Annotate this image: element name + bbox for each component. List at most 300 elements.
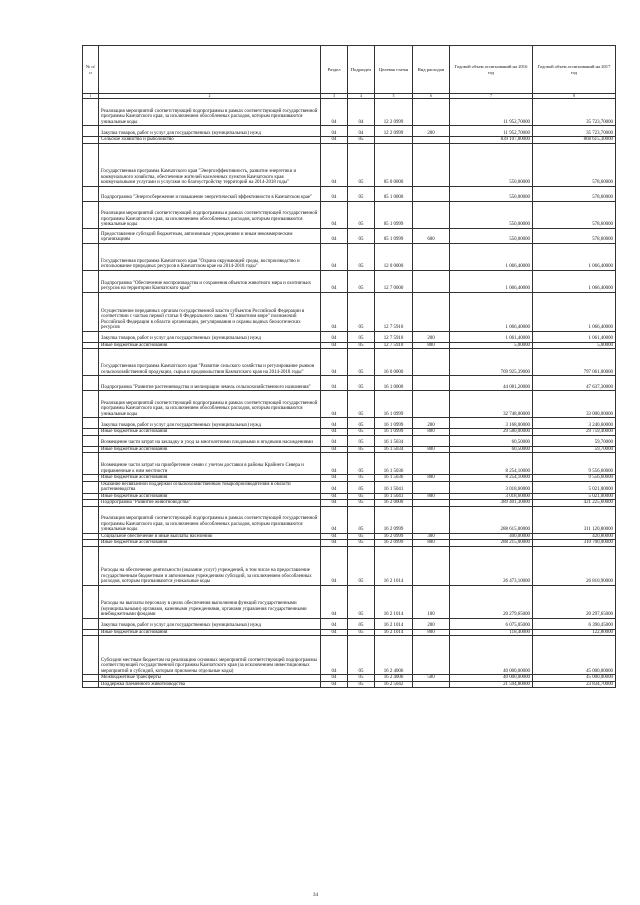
cell-2016: 1 066,40000	[450, 243, 533, 270]
budget-table	[82, 45, 616, 688]
page-number: 34	[313, 893, 318, 898]
cell-2017: 868 615,30000	[533, 137, 616, 144]
cell-2017: 23 834,70000	[533, 681, 616, 688]
cell-name: Иные бюджетные ассигнования	[99, 342, 321, 349]
cell-name: Расходы на выплаты персоналу в целях обеспечения выполнения функций государственными (муниципальными) органами, казенными учреждениями, органами управления государственными внебюджетными фондами	[99, 585, 321, 618]
table-row	[83, 481, 616, 493]
table-row	[83, 546, 616, 585]
cell-razdel: 04	[321, 533, 348, 540]
table-row	[83, 126, 616, 137]
cell-razdel: 04	[321, 186, 348, 201]
cell-2017: 20 297,65000	[533, 585, 616, 618]
cell-podrazdel: 05	[348, 418, 375, 429]
cell-kind: 800	[413, 429, 450, 436]
cell-podrazdel: 04	[348, 126, 375, 137]
cell-2016: 26 473,10000	[450, 546, 533, 585]
cell-target: 16 2 1014	[375, 585, 413, 618]
cell-num	[83, 243, 99, 270]
cell-target: 16 1 0999	[375, 429, 413, 436]
cell-2016: 118,40000	[450, 629, 533, 636]
cell-2017: 59,70000	[533, 435, 616, 446]
cell-kind	[413, 546, 450, 585]
cell-2016: 400,00000	[450, 533, 533, 540]
cell-razdel: 04	[321, 481, 348, 493]
cell-2016: 6 075,05000	[450, 618, 533, 629]
cell-kind	[413, 99, 450, 126]
table-row	[83, 201, 616, 228]
cell-podrazdel: 05	[348, 243, 375, 270]
cell-name: Иные бюджетные ассигнования	[99, 540, 321, 547]
table-row	[83, 243, 616, 270]
cell-num	[83, 126, 99, 137]
cell-target: 16 2 1014	[375, 629, 413, 636]
cell-2017: 1 066,40000	[533, 243, 616, 270]
cell-2017: 3 240,60000	[533, 418, 616, 429]
cell-name: Возмещение части затрат на закладку и уход за многолетними плодовыми и ягодными насаждениями	[99, 435, 321, 446]
cell-podrazdel: 05	[348, 137, 375, 144]
cell-target: 16 2 0999	[375, 533, 413, 540]
cell-razdel: 04	[321, 500, 348, 507]
cell-kind	[413, 292, 450, 331]
cell-2017: 578,60000	[533, 228, 616, 243]
cell-kind: 100	[413, 585, 450, 618]
cell-2016: 11 952,70000	[450, 99, 533, 126]
cell-name: Расходы на обеспечение деятельности (оказание услуг) учреждений, в том числе на предоставление государственным бюджетным и автономным учреждениям субсидий, за исключением обособленных расходов, которым присваиваются уникальные коды	[99, 546, 321, 585]
cell-num	[83, 349, 99, 376]
table-row	[83, 636, 616, 675]
cell-podrazdel: 05	[348, 681, 375, 688]
cell-2016: 5,00000	[450, 342, 533, 349]
cell-target: 12 2 0999	[375, 126, 413, 137]
cell-2017: 47 637,30000	[533, 376, 616, 391]
cell-2017: 1 066,40000	[533, 270, 616, 292]
cell-podrazdel: 05	[348, 475, 375, 482]
cell-razdel: 04	[321, 137, 348, 144]
cell-target: 12 7 5910	[375, 331, 413, 342]
cell-2016: 389 401,30000	[450, 500, 533, 507]
cell-podrazdel: 05	[348, 201, 375, 228]
cell-2016: 3 018,60000	[450, 481, 533, 493]
cell-kind	[413, 270, 450, 292]
cell-name: Подпрограмма "Развитие животноводства"	[99, 500, 321, 507]
cell-kind: 200	[413, 418, 450, 429]
cell-2016: 44 081,20000	[450, 376, 533, 391]
cell-2016: 550,00000	[450, 228, 533, 243]
cell-podrazdel: 05	[348, 429, 375, 436]
cell-podrazdel: 05	[348, 533, 375, 540]
cell-razdel: 04	[321, 228, 348, 243]
cell-2017: 1 066,40000	[533, 292, 616, 331]
cell-name: Государственная программа Камчатского края "Развитие сельского хозяйства и регулирование рынков сельскохозяйственной продукции, сырья и продовольствия Камчатского края на 2014-2018 годы"	[99, 349, 321, 376]
cell-2016: 839 107,80000	[450, 137, 533, 144]
cell-kind	[413, 636, 450, 675]
cell-2016: 1 066,40000	[450, 292, 533, 331]
colnum: 2	[99, 94, 321, 99]
cell-name: Предоставление субсидий бюджетным, автономным учреждениям и иным некоммерческим организациям	[99, 228, 321, 243]
colnum: 4	[348, 94, 375, 99]
table-row	[83, 376, 616, 391]
colnum: 1	[83, 94, 99, 99]
cell-podrazdel: 05	[348, 453, 375, 475]
cell-name: Закупка товаров, работ и услуг для государственных (муниципальных) нужд	[99, 126, 321, 137]
cell-target: 16 2 0000	[375, 500, 413, 507]
cell-num	[83, 391, 99, 418]
table-row	[83, 349, 616, 376]
cell-num	[83, 292, 99, 331]
cell-target: 16 1 5041	[375, 481, 413, 493]
cell-2017: 35 723,70000	[533, 126, 616, 137]
cell-target: 12 2 0999	[375, 99, 413, 126]
cell-razdel: 04	[321, 585, 348, 618]
cell-num	[83, 585, 99, 618]
cell-2016: 40 000,00000	[450, 675, 533, 682]
cell-razdel: 04	[321, 349, 348, 376]
cell-2016: 40 000,00000	[450, 636, 533, 675]
header-num: № п/п	[83, 46, 99, 94]
table-row	[83, 391, 616, 418]
table-row	[83, 418, 616, 429]
cell-target: 16 2 0999	[375, 540, 413, 547]
cell-podrazdel: 05	[348, 675, 375, 682]
cell-2017: 122,80000	[533, 629, 616, 636]
cell-kind	[413, 435, 450, 446]
cell-target: 12 0 0000	[375, 243, 413, 270]
cell-2017: 9 556,60000	[533, 453, 616, 475]
cell-name: Подпрограмма "Развитие растениеводства и мелиорации земель сельскохозяйственного назначения"	[99, 376, 321, 391]
cell-target: 16 1 0000	[375, 376, 413, 391]
table-row	[83, 292, 616, 331]
cell-kind	[413, 143, 450, 186]
cell-2016: 21 594,80000	[450, 681, 533, 688]
cell-name: Иные бюджетные ассигнования	[99, 429, 321, 436]
colnum: 5	[375, 94, 413, 99]
cell-name: Субсидии местным бюджетам на реализацию основных мероприятий соответствующей подпрограммы соответствующей государственной программы Камчатского края (за исключением инвестиционных мероприятий и субсидий, которым присвоены отдельные коды)	[99, 636, 321, 675]
cell-podrazdel: 05	[348, 636, 375, 675]
cell-target: 12 7 0000	[375, 270, 413, 292]
cell-razdel: 04	[321, 636, 348, 675]
cell-podrazdel: 05	[348, 435, 375, 446]
cell-name: Иные бюджетные ассигнования	[99, 446, 321, 453]
cell-kind: 800	[413, 342, 450, 349]
table-row	[83, 331, 616, 342]
header-razdel: Раздел	[321, 46, 348, 94]
cell-num	[83, 481, 99, 493]
table-row	[83, 99, 616, 126]
cell-podrazdel: 05	[348, 618, 375, 629]
cell-num	[83, 636, 99, 675]
cell-2016: 550,00000	[450, 201, 533, 228]
cell-target: 16 1 5036	[375, 475, 413, 482]
cell-2017: 578,60000	[533, 186, 616, 201]
colnum: 8	[533, 94, 616, 99]
cell-podrazdel: 05	[348, 446, 375, 453]
cell-target: 16 1 0999	[375, 418, 413, 429]
cell-podrazdel: 05	[348, 376, 375, 391]
cell-kind: 200	[413, 331, 450, 342]
cell-podrazdel: 05	[348, 292, 375, 331]
cell-podrazdel: 05	[348, 228, 375, 243]
cell-2017: 26 810,90000	[533, 546, 616, 585]
table-row	[83, 143, 616, 186]
cell-podrazdel: 05	[348, 342, 375, 349]
cell-num	[83, 506, 99, 533]
cell-podrazdel: 05	[348, 270, 375, 292]
header-row	[83, 46, 616, 94]
cell-kind: 500	[413, 675, 450, 682]
cell-num	[83, 435, 99, 446]
cell-name: Государственная программа Камчатского края "Энергоэффективность, развитие энергетики и коммунального хозяйства, обеспечение жителей населенных пунктов Камчатского края коммунальными услугами и услугами по благоустройству территорий на 2014-2018 годы"	[99, 143, 321, 186]
table-row	[83, 453, 616, 475]
cell-2017: 6 390,45000	[533, 618, 616, 629]
cell-2016: 769 925,39000	[450, 349, 533, 376]
cell-num	[83, 331, 99, 342]
cell-2017: 45 000,00000	[533, 636, 616, 675]
cell-razdel: 04	[321, 435, 348, 446]
cell-num	[83, 186, 99, 201]
cell-razdel: 04	[321, 331, 348, 342]
cell-2017: 5 021,00000	[533, 493, 616, 500]
cell-podrazdel: 05	[348, 493, 375, 500]
cell-razdel: 04	[321, 391, 348, 418]
table-row	[83, 681, 616, 688]
header-podrazdel: Подраздел	[348, 46, 375, 94]
cell-razdel: 04	[321, 270, 348, 292]
cell-podrazdel: 05	[348, 585, 375, 618]
cell-2017: 578,60000	[533, 201, 616, 228]
cell-name: Поддержка племенного животноводства	[99, 681, 321, 688]
cell-target: 16 2 1014	[375, 618, 413, 629]
cell-2017: 310 700,00000	[533, 540, 616, 547]
cell-razdel: 04	[321, 453, 348, 475]
cell-kind	[413, 186, 450, 201]
cell-kind: 800	[413, 629, 450, 636]
table-row	[83, 435, 616, 446]
header-2016: Годовой объем ассигнований на 2016 год	[450, 46, 533, 94]
cell-razdel: 04	[321, 292, 348, 331]
cell-2016: 60,50000	[450, 435, 533, 446]
cell-razdel: 04	[321, 446, 348, 453]
cell-target: 16 1 5036	[375, 453, 413, 475]
cell-2017: 1 061,40000	[533, 331, 616, 342]
cell-2016: 11 952,70000	[450, 126, 533, 137]
cell-target: 12 7 5910	[375, 342, 413, 349]
cell-razdel: 04	[321, 475, 348, 482]
cell-target: 05 1 0000	[375, 186, 413, 201]
cell-razdel: 04	[321, 243, 348, 270]
cell-2017: 797 061,00000	[533, 349, 616, 376]
cell-num	[83, 453, 99, 475]
cell-num	[83, 681, 99, 688]
cell-2017: 59,70000	[533, 446, 616, 453]
cell-target: 16 1 5034	[375, 435, 413, 446]
cell-target: 12 7 5910	[375, 292, 413, 331]
cell-razdel: 04	[321, 675, 348, 682]
cell-kind	[413, 349, 450, 376]
cell-target: 16 1 0999	[375, 391, 413, 418]
cell-kind: 600	[413, 228, 450, 243]
cell-num	[83, 99, 99, 126]
cell-target: 16 0 0000	[375, 349, 413, 376]
cell-num	[83, 376, 99, 391]
cell-target: 16 2 4006	[375, 675, 413, 682]
cell-name: Иные бюджетные ассигнования	[99, 493, 321, 500]
colnum: 6	[413, 94, 450, 99]
cell-name: Оказание несвязанной поддержки сельскохозяйственным товаропроизводителям в области растениеводства	[99, 481, 321, 493]
cell-kind	[413, 201, 450, 228]
cell-podrazdel: 05	[348, 500, 375, 507]
header-name	[99, 46, 321, 94]
cell-num	[83, 546, 99, 585]
cell-2017: 29 759,40000	[533, 429, 616, 436]
table-row	[83, 585, 616, 618]
cell-target: 16 2 5042	[375, 681, 413, 688]
cell-2016: 3 018,60000	[450, 493, 533, 500]
cell-kind	[413, 481, 450, 493]
cell-razdel: 04	[321, 629, 348, 636]
cell-name: Реализация мероприятий соответствующей подпрограммы в рамках соответствующей государственной программы Камчатского края, за исключением обособленных расходов, которым присваиваются уникальные коды	[99, 201, 321, 228]
cell-2016: 550,00000	[450, 143, 533, 186]
cell-name: Закупка товаров, работ и услуг для государственных (муниципальных) нужд	[99, 418, 321, 429]
header-cel: Целевая статья	[375, 46, 413, 94]
cell-name: Межбюджетные трансферты	[99, 675, 321, 682]
cell-kind: 200	[413, 618, 450, 629]
cell-name: Иные бюджетные ассигнования	[99, 629, 321, 636]
cell-2017: 5,00000	[533, 342, 616, 349]
cell-2016: 3 168,00000	[450, 418, 533, 429]
cell-2017: 420,80000	[533, 533, 616, 540]
cell-podrazdel: 04	[348, 99, 375, 126]
cell-name: Подпрограмма "Обеспечение воспроизводства и сохранения объектов животного мира и охотничьих ресурсов на территории Камчатского края"	[99, 270, 321, 292]
cell-razdel: 04	[321, 126, 348, 137]
cell-kind: 800	[413, 540, 450, 547]
cell-num	[83, 201, 99, 228]
cell-podrazdel: 05	[348, 506, 375, 533]
colnum: 7	[450, 94, 533, 99]
cell-2016: 29 580,00000	[450, 429, 533, 436]
table-row	[83, 270, 616, 292]
cell-kind: 300	[413, 533, 450, 540]
cell-2016: 60,50000	[450, 446, 533, 453]
cell-2016: 1 061,40000	[450, 331, 533, 342]
cell-razdel: 04	[321, 506, 348, 533]
cell-razdel: 04	[321, 342, 348, 349]
cell-podrazdel: 05	[348, 143, 375, 186]
cell-target: 05 0 0000	[375, 143, 413, 186]
cell-podrazdel: 05	[348, 349, 375, 376]
cell-name: Реализация мероприятий соответствующей подпрограммы в рамках соответствующей государственной программы Камчатского края, за исключением обособленных расходов, которым присваиваются уникальные коды	[99, 99, 321, 126]
cell-razdel: 04	[321, 99, 348, 126]
cell-2016: 32 748,00000	[450, 391, 533, 418]
cell-razdel: 04	[321, 429, 348, 436]
cell-razdel: 04	[321, 493, 348, 500]
cell-kind: 800	[413, 475, 450, 482]
cell-target: 16 1 5041	[375, 493, 413, 500]
table-body	[83, 99, 616, 688]
cell-podrazdel: 05	[348, 540, 375, 547]
cell-num	[83, 418, 99, 429]
cell-target: 16 2 1014	[375, 546, 413, 585]
cell-target: 16 1 5034	[375, 446, 413, 453]
cell-num	[83, 143, 99, 186]
cell-2017: 35 723,70000	[533, 99, 616, 126]
cell-2016: 8 254,10000	[450, 475, 533, 482]
table-row	[83, 228, 616, 243]
cell-2017: 311 120,80000	[533, 506, 616, 533]
cell-razdel: 04	[321, 546, 348, 585]
cell-podrazdel: 05	[348, 331, 375, 342]
cell-razdel: 04	[321, 201, 348, 228]
cell-kind	[413, 681, 450, 688]
cell-2017: 33 000,00000	[533, 391, 616, 418]
cell-podrazdel: 05	[348, 481, 375, 493]
cell-kind	[413, 376, 450, 391]
cell-kind: 200	[413, 126, 450, 137]
cell-name: Возмещение части затрат на приобретение семян с учетом доставки в районы Крайнего Севера и приравненные к ним местности	[99, 453, 321, 475]
cell-kind	[413, 243, 450, 270]
cell-podrazdel: 05	[348, 629, 375, 636]
cell-kind	[413, 506, 450, 533]
cell-razdel: 04	[321, 681, 348, 688]
cell-name: Закупка товаров, работ и услуг для государственных (муниципальных) нужд	[99, 331, 321, 342]
cell-name: Подпрограмма "Энергосбережение и повышение энергетической эффективности в Камчатском крае"	[99, 186, 321, 201]
cell-kind: 800	[413, 493, 450, 500]
cell-podrazdel: 05	[348, 186, 375, 201]
header-2017: Годовой объем ассигнований на 2017 год	[533, 46, 616, 94]
cell-2017: 5 021,00000	[533, 481, 616, 493]
cell-name: Сельское хозяйство и рыболовство	[99, 137, 321, 144]
cell-2017: 45 000,00000	[533, 675, 616, 682]
cell-name: Осуществление переданных органам государственной власти субъектов Российской Федерации в соответствии с частью первой статьи 6 Федерального закона "О животном мире" полномочий Российской Федерации в области организации, регулирования и охраны водных биологических ресурсов	[99, 292, 321, 331]
cell-2016: 20 279,65000	[450, 585, 533, 618]
cell-razdel: 04	[321, 143, 348, 186]
cell-kind	[413, 453, 450, 475]
cell-podrazdel: 05	[348, 546, 375, 585]
cell-kind	[413, 391, 450, 418]
cell-name: Государственная программа Камчатского края "Охрана окружающей среды, воспроизводство и использование природных ресурсов в Камчатском крае на 2014-2018 годы"	[99, 243, 321, 270]
cell-target: 16 2 4006	[375, 636, 413, 675]
cell-2017: 421 225,60000	[533, 500, 616, 507]
cell-2017: 578,60000	[533, 143, 616, 186]
table-row	[83, 186, 616, 201]
table-row	[83, 506, 616, 533]
cell-razdel: 04	[321, 540, 348, 547]
table-row	[83, 618, 616, 629]
cell-2016: 288 215,00000	[450, 540, 533, 547]
header-vid: Вид расходов	[413, 46, 450, 94]
cell-name: Закупка товаров, работ и услуг для государственных (муниципальных) нужд	[99, 618, 321, 629]
cell-kind: 800	[413, 446, 450, 453]
cell-target: 05 1 0999	[375, 201, 413, 228]
cell-2016: 8 254,10000	[450, 453, 533, 475]
cell-2016: 1 066,40000	[450, 270, 533, 292]
cell-num	[83, 228, 99, 243]
cell-2016: 550,00000	[450, 186, 533, 201]
cell-2016: 288 615,00000	[450, 506, 533, 533]
cell-2017: 9 556,60000	[533, 475, 616, 482]
cell-razdel: 04	[321, 618, 348, 629]
cell-podrazdel: 05	[348, 391, 375, 418]
cell-name: Социальное обеспечение и иные выплаты населению	[99, 533, 321, 540]
cell-name: Иные бюджетные ассигнования	[99, 475, 321, 482]
cell-target: 05 1 0999	[375, 228, 413, 243]
cell-num	[83, 618, 99, 629]
colnum: 3	[321, 94, 348, 99]
cell-name: Реализация мероприятий соответствующей подпрограммы в рамках соответствующей государственной программы Камчатского края, за исключением обособленных расходов, которым присваиваются уникальные коды	[99, 506, 321, 533]
cell-razdel: 04	[321, 418, 348, 429]
cell-num	[83, 270, 99, 292]
cell-name: Реализация мероприятий соответствующей подпрограммы в рамках соответствующей государственной программы Камчатского края, за исключением обособленных расходов, которым присваиваются уникальные коды	[99, 391, 321, 418]
cell-target: 16 2 0999	[375, 506, 413, 533]
